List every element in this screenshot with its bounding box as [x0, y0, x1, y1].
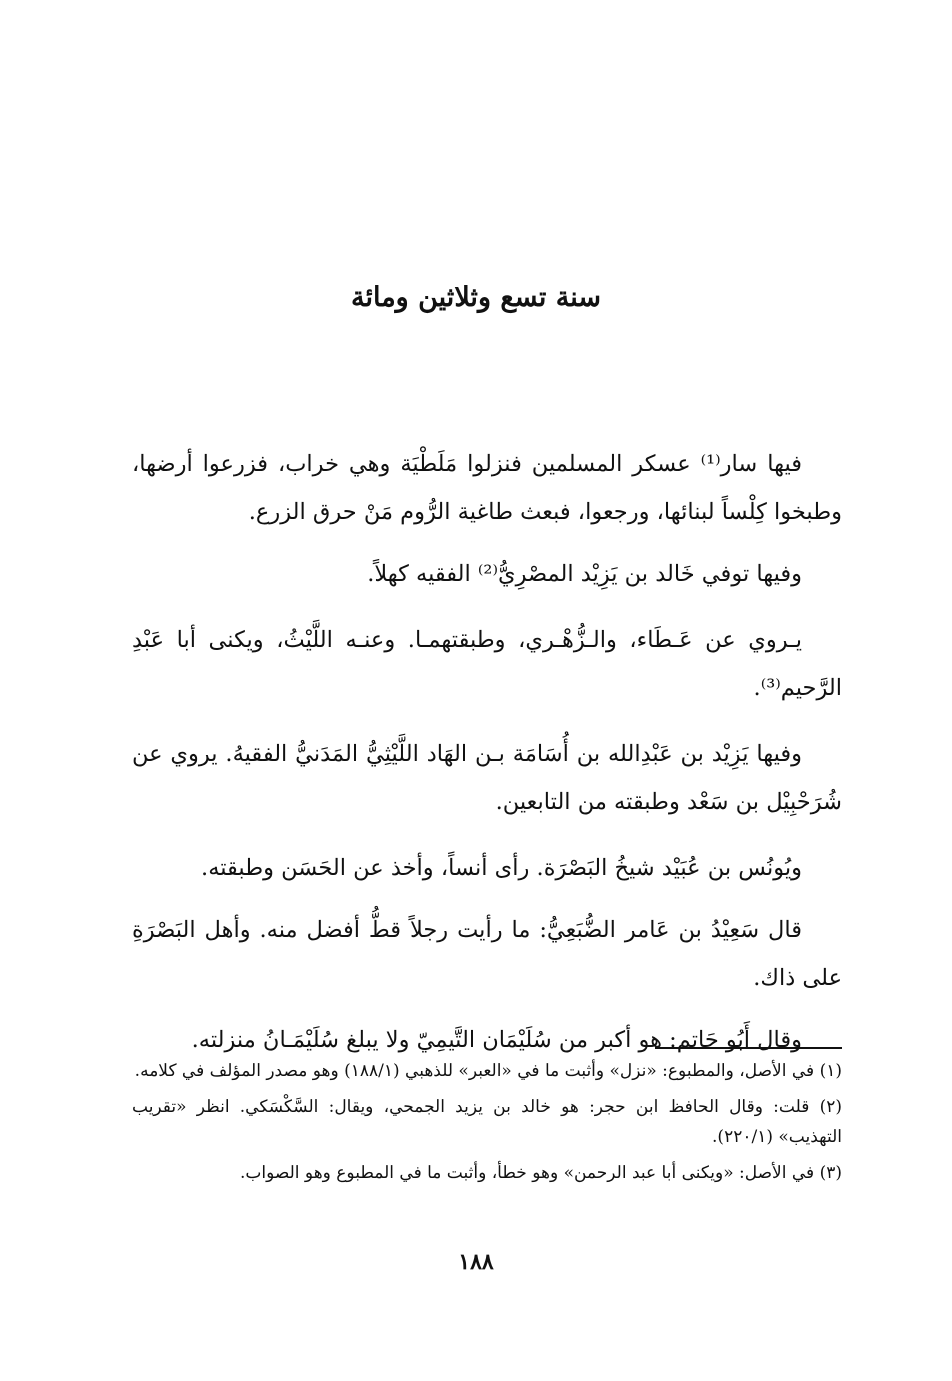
- page-number: ١٨٨: [458, 1249, 494, 1275]
- footnotes: [132, 1056, 842, 1194]
- paragraph-abu-hatim-quote: وقال أَبُو حَاتم: هو أكبر من سُلَيْمَان التَّيمِيّ ولا يبلغ سُلَيْمَـانُ منزلته.: [191, 1027, 802, 1053]
- paragraph-year-events: فيها سار⁽¹⁾ عسكر المسلمين فنزلوا مَلَطْيَة وهي خراب، فزرعوا أرضها، وطبخوا كِلْساً لبنائها، ورجعوا، فبعث طاغية الرُّوم مَنْ حرق الزرع.: [132, 451, 842, 525]
- paragraph-khalid-death: وفيها توفي خَالد بن يَزِيْد المصْرِيُّ⁽²⁾ الفقيه كهلاً.: [367, 561, 802, 587]
- footnote-1: (١) في الأصل، والمطبوع: «نزل» وأثبت ما في «العبر» للذهبي (١٨٨/١) وهو مصدر المؤلف في كلامه.: [134, 1061, 842, 1081]
- footnote-separator: [655, 1047, 842, 1049]
- footnote-2: (٢) قلت: وقال الحافظ ابن حجر: هو خالد بن يزيد الجمحي، ويقال: السَّكْسَكي. انظر «تقريب التهذيب» (٢٢٠/١).: [132, 1097, 842, 1147]
- paragraph-khalid-narration: يـروي عن عَـطَاء، والـزُّهْـري، وطبقتهمـا. وعنـه اللَّيْثُ، ويكنى أبا عَبْدِ الرَّحيم⁽³⁾.: [132, 627, 842, 701]
- paragraph-yunus: ويُونُس بن عُبَيْد شيخُ البَصْرَة. رأى أنساً، وأخذ عن الحَسَن وطبقته.: [201, 855, 802, 881]
- paragraph-yazid: وفيها يَزِيْد بن عَبْدِالله بن أُسَامَة بـن الهَاد اللَّيْثِيُّ المَدَنيُّ الفقيهُ. يروي عن شُرَحْبِيْل بن سَعْد وطبقته من التابعين.: [132, 741, 842, 815]
- paragraph-said-quote: قال سَعِيْدُ بن عَامر الضُّبَعِيُّ: ما رأيت رجلاً قطُّ أفضل منه. وأهل البَصْرَةِ على ذاك.: [132, 917, 842, 991]
- main-text: [132, 440, 842, 1082]
- footnote-3: (٣) في الأصل: «ويكنى أبا عبد الرحمن» وهو خطأ، وأثبت ما في المطبوع وهو الصواب.: [239, 1163, 842, 1183]
- chapter-title: سنة تسع وثلاثين ومائة: [350, 282, 601, 313]
